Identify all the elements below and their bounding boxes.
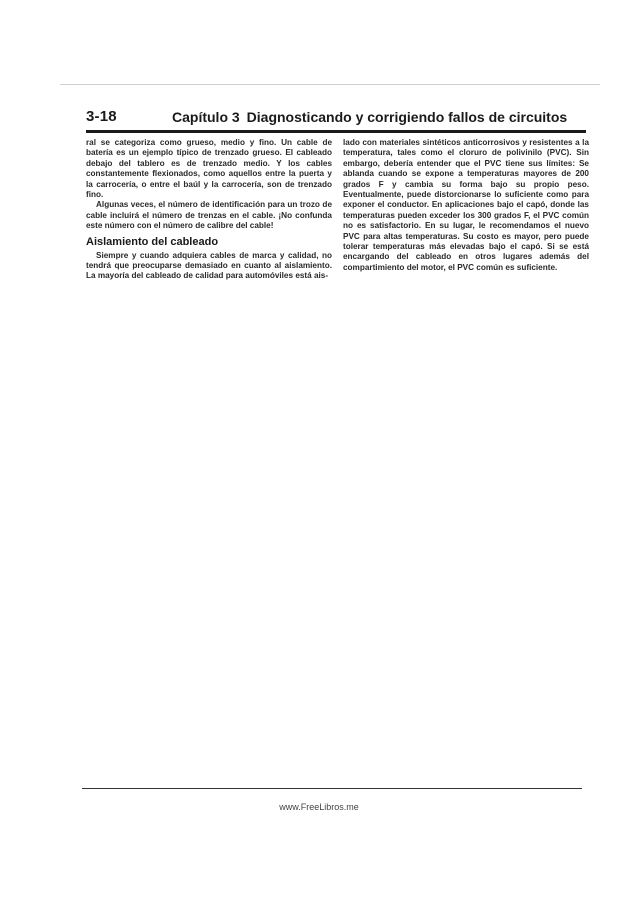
left-column [86,138,332,282]
paragraph: lado con materiales sintéticos anticorrosivos y resistentes a la temperatura, tales como el cloruro de polivinilo (PVC). Sin embargo, debería entender que el PVC tiene sus límites: Se ablanda cuando se expone a temperaturas mayores de 200 grados F y cambia su forma bajo su propio peso. Eventualmente, puede distorcionarse lo suficiente como para exponer el conductor. En aplicaciones bajo el capó, donde las temperaturas pueden exceder los 300 grados F, el PVC común no es satisfactorio. En su lugar, le recomendamos el nuevo PVC para altas temperaturas. Su costo es mayor, pero puede tolerar temperaturas más elevadas bajo el capó. Si se está encargando del cableado en otros lugares además del compartimiento del motor, el PVC común es suficiente. [343,138,589,272]
paragraph: Algunas veces, el número de identificación para un trozo de cable incluirá el número de trenzas en el cable. ¡No confunda este número con el número de calibre del cable! [86,200,332,231]
right-column [343,138,589,273]
section-heading: Aislamiento del cableado [86,235,219,248]
chapter-label: Capítulo 3 [172,109,240,125]
paragraph: ral se categoriza como grueso, medio y fino. Un cable de batería es un ejemplo típico de trenzado grueso. El cableado debajo del tablero es de trenzado medio. Y los cables constantemente flexionados, como aquellos entre la puerta y la carrocería, o entre el baúl y la carrocería, son de trenzado fino. [86,138,332,200]
body-columns [86,138,589,298]
chapter-title-text: Diagnosticando y corrigiendo fallos de circuitos [246,109,568,125]
footer-url: www.FreeLibros.me [279,802,359,812]
page-header [86,108,586,130]
chapter-title [172,109,567,125]
footer-rule [82,788,582,789]
header-rule [86,130,586,133]
top-rule [60,84,600,85]
paragraph: Siempre y cuando adquiera cables de marca y calidad, no tendrá que preocuparse demasiado en cuanto al aislamiento. La mayoría del cableado de calidad para automóviles está ais- [86,250,332,281]
page-number: 3-18 [86,108,117,125]
